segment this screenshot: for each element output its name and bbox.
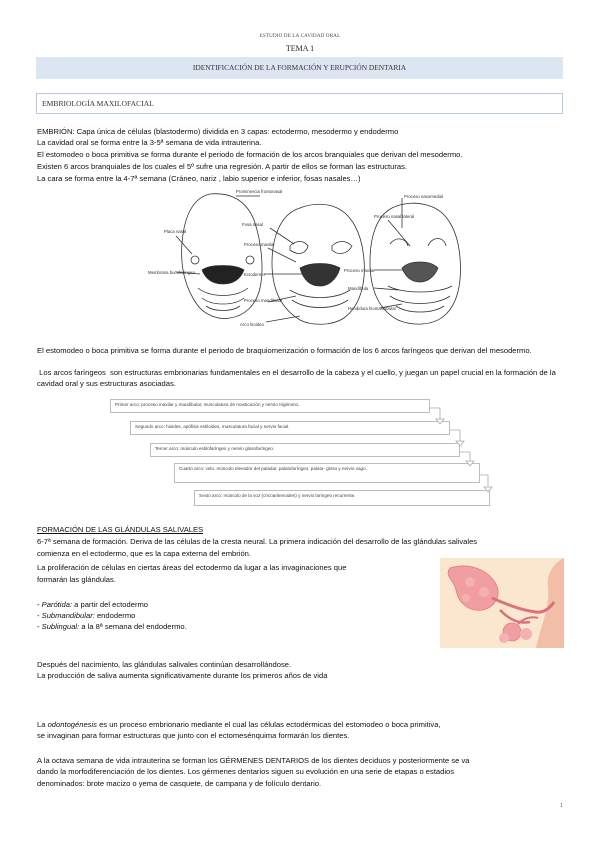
- nasal-placode-left: [191, 256, 199, 264]
- arch-step-3: Tercer arco: músculo estilofaríngeo y nervio glosofaríngeo.: [150, 443, 460, 457]
- nasal-placode-right: [246, 256, 254, 264]
- odonto-term: odontogénesis: [47, 720, 97, 729]
- salivales-line-4: formarán las glándulas.: [37, 575, 116, 584]
- title-banner: [36, 57, 563, 79]
- label-ectodermo: Ectodermo: [244, 272, 265, 277]
- label-prominencia: Prominencia frontonasal: [236, 189, 283, 194]
- embryo-face-figure: [140, 188, 470, 334]
- tema-label: TEMA 1: [285, 44, 315, 53]
- gland-submandibular: - Submandibular: endodermo: [37, 611, 136, 620]
- label-hendidura: Hendidura hiomandibular: [348, 306, 397, 311]
- label-nasal-lateral: Proceso nasal lateral: [374, 214, 415, 219]
- embrion-line: EMBRIÓN: Capa única de células (blastodermo) dividida en 3 capas: ectodermo, mesodermo y endodermo: [37, 127, 399, 136]
- odontogenesis-line-1: [37, 720, 567, 730]
- germenes-line-3: denominados: brote macizo o yema de casquete, de campana y de folículo dentario.: [37, 779, 322, 788]
- salivales-line-1: 6-7ª semana de formación. Deriva de las células de la cresta neural. La primera indicación del desarrollo de las glándulas salivales: [37, 537, 478, 546]
- label-proceso-mandibular: Proceso mandibular: [244, 298, 283, 303]
- arch-flow-arrows: [100, 405, 500, 505]
- label-proceso-maxilar: Proceso maxilar: [244, 242, 275, 247]
- label-placa-nasal: Placa nasal: [164, 229, 187, 234]
- page-title: IDENTIFICACIÓN DE LA FORMACIÓN Y ERUPCIÓN DENTARIA: [192, 63, 407, 72]
- section-heading-box: [36, 93, 563, 114]
- label-arco-hioideo: Arco hioideo: [240, 322, 264, 327]
- gland-name: Parótida:: [41, 600, 73, 609]
- braquiomerizacion-paragraph: El estomodeo o boca primitiva se forma durante el periodo de braquiomerización o formación de los 6 arcos faríngeos que derivan del mesodermo.: [37, 346, 532, 355]
- label-proceso-maxilar-2: Proceso maxilar: [344, 268, 375, 273]
- odontogenesis-line-2: se invaginan para formar estructuras que junto con el ectomesénquima formarán los dientes.: [37, 731, 350, 740]
- cavidad-line: La cavidad oral se forma entre la 3-5ª semana de vida intrauterina.: [37, 138, 262, 147]
- gland-sublingual: - Sublingual: a la 8ª semana del endodermo.: [37, 622, 187, 631]
- salivales-line-2: comienza en el ectodermo, que es la capa externa del embrión.: [37, 549, 252, 558]
- section-heading: EMBRIOLOGÍA MAXILOFACIAL: [42, 99, 154, 108]
- cara-line: La cara se forma entre la 4-7ª semana (Cráneo, nariz , labio superior e inferior, fosas nasales…): [37, 174, 361, 183]
- germenes-line-2: dando la morfodiferenciación de los dientes. Los gérmenes dentarios siguen su evolución en una serie de etapas o estadios: [37, 767, 455, 776]
- odonto-pre: La: [37, 720, 48, 729]
- document-subject: ESTUDIO DE LA CAVIDAD ORAL: [259, 34, 341, 39]
- salivary-gland-illustration: [440, 558, 564, 648]
- arch-step-2: Segundo arco: hioides, apófisis estiloides, musculatura facial y nervio facial.: [130, 421, 450, 435]
- label-fosa-nasal: Fosa nasal: [242, 222, 264, 227]
- after-birth-line-1: Después del nacimiento, las glándulas salivales continúan desarrollándose.: [37, 660, 292, 669]
- salivales-heading: [37, 525, 567, 535]
- gland-desc: a la 8ª semana del endodermo.: [79, 622, 187, 631]
- estomodeo-line: El estomodeo o boca primitiva se forma durante el periodo de formación de los arcos branquiales que derivan del mesodermo.: [37, 150, 463, 159]
- page-number: 1: [560, 803, 563, 809]
- arcos-line: Existen 6 arcos branquiales de los cuales el 5º sufre una regresión. A partir de ellos se forman las estructuras.: [37, 162, 407, 171]
- label-nasomedial: Proceso nasomedial: [404, 194, 443, 199]
- arch-step-1: Primer arco: proceso maxilar y mandibular, musculatura de masticación y nervio trigémino.: [110, 399, 430, 413]
- germenes-line-1: A la octava semana de vida intrauterina se forman los GÉRMENES DENTARIOS de los dientes deciduos y posteriormente se va: [37, 756, 470, 765]
- after-birth-line-2: La producción de saliva aumenta significativamente durante los primeros años de vida: [37, 671, 328, 680]
- salivales-heading-text: FORMACIÓN DE LAS GLÁNDULAS SALIVALES: [37, 525, 204, 534]
- label-mandibula: Mandíbula: [348, 286, 369, 291]
- gland-parotida: - Parótida: a partir del ectodermo: [37, 600, 149, 609]
- label-membrana: Membrana bucofaríngea: [148, 270, 195, 275]
- gland-desc: endodermo: [94, 611, 136, 620]
- gland-name: Sublingual:: [41, 622, 80, 631]
- arcos-faringeos-paragraph: Los arcos faríngeos son estructuras embrionarias fundamentales en el desarrollo de la cabeza y el cuello, y juegan un papel crucial en la formación de la cavidad oral y sus estructuras asociadas.: [37, 368, 558, 388]
- arch-step-4: Cuarto arco: velo, músculo elevador del paladar, palatofaríngeo, palato- gloso y nervio vago.: [174, 463, 480, 483]
- stomodeum-1: [202, 266, 244, 285]
- odonto-post: es un proceso embrionario mediante el cual las células ectodérmicas del estomodeo o boca primitiva,: [96, 720, 441, 729]
- salivales-line-3: La proliferación de células en ciertas áreas del ectodermo da lugar a las invaginaciones que: [37, 563, 347, 572]
- gland-name: Submandibular:: [41, 611, 95, 620]
- arch-step-5: Sexto arco: músculo de la voz (cricoaritenoides) y nervio laríngeo recurrente.: [194, 490, 490, 506]
- gland-desc: a partir del ectodermo: [72, 600, 149, 609]
